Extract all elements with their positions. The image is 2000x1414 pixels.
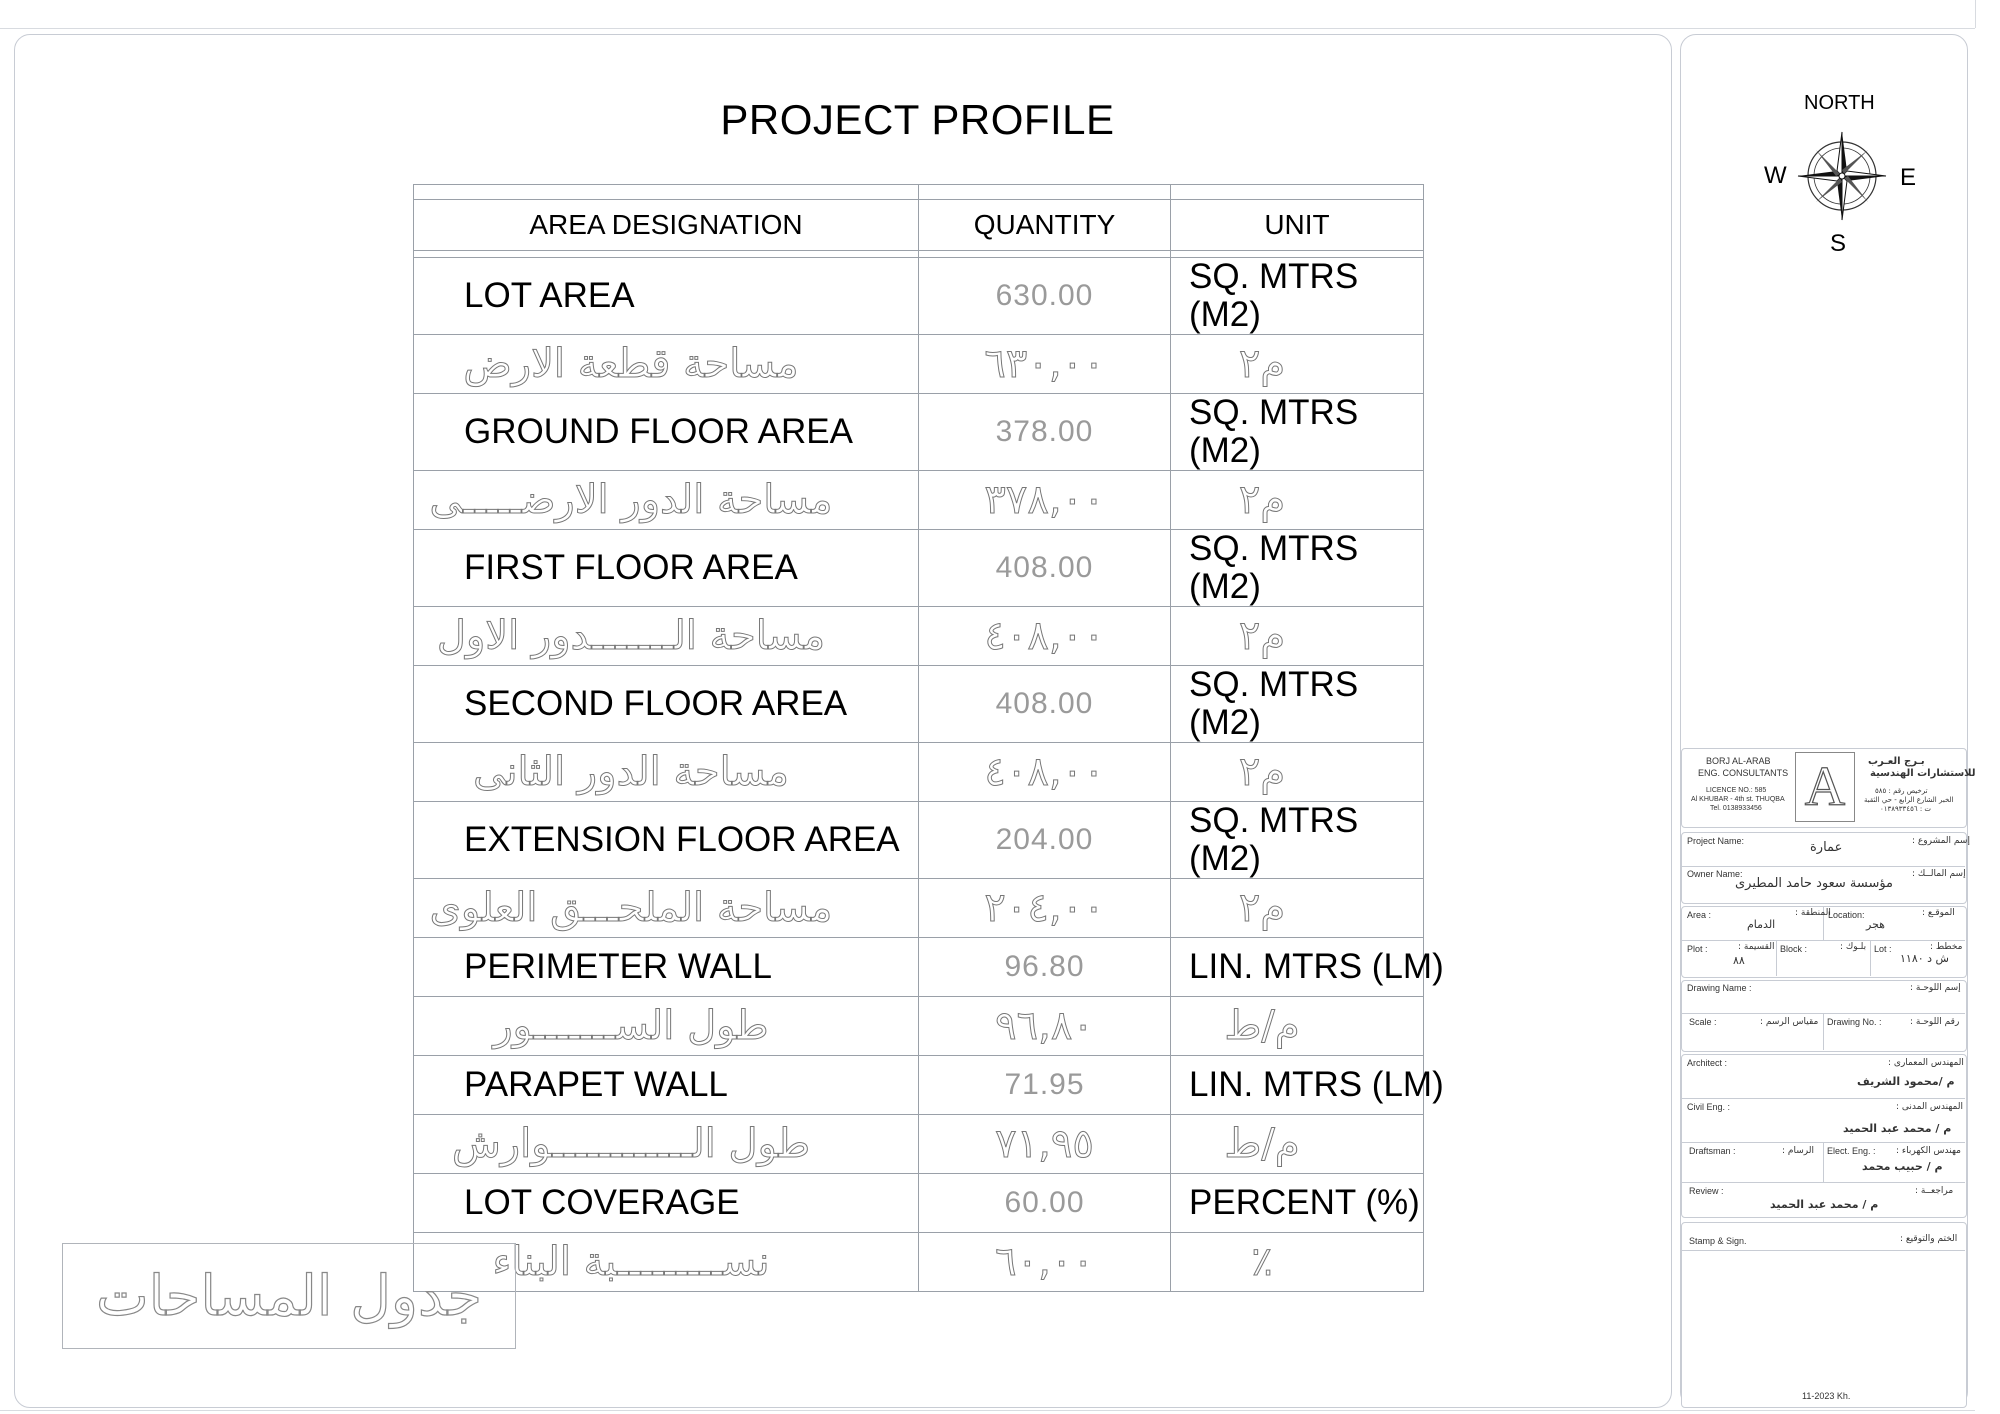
area-label-en: PARAPET WALL bbox=[414, 1056, 919, 1115]
unit-en: SQ. MTRS (M2) bbox=[1171, 666, 1424, 743]
area-label-ar: مساحة الدور الثانى bbox=[414, 743, 919, 802]
company-name-ar-2: للاستشارات الهندسية bbox=[1870, 768, 1976, 779]
compass-west-label: W bbox=[1764, 162, 1787, 189]
area-label-en: FIRST FLOOR AREA bbox=[414, 530, 919, 607]
table-row bbox=[414, 879, 1424, 938]
quantity-value: 408.00 bbox=[919, 666, 1171, 743]
quantity-value: 71.95 bbox=[919, 1056, 1171, 1115]
review-label: Review : bbox=[1689, 1186, 1724, 1196]
unit-en: SQ. MTRS (M2) bbox=[1171, 802, 1424, 879]
plot-value: ٨٨ bbox=[1733, 954, 1745, 967]
table-row bbox=[414, 666, 1424, 743]
table-row bbox=[414, 471, 1424, 530]
elect-label-ar: مهندس الكهرباء : bbox=[1896, 1146, 1961, 1156]
owner-name-label-ar: إسم المالــك : bbox=[1912, 869, 1966, 879]
table-row bbox=[414, 938, 1424, 997]
unit-en: SQ. MTRS (M2) bbox=[1171, 530, 1424, 607]
unit-ar: م٢ bbox=[1171, 471, 1424, 530]
table-row bbox=[414, 1174, 1424, 1233]
quantity-value-ar: ٤٠٨,٠٠ bbox=[919, 607, 1171, 666]
area-label-ar: طول الســـــــور bbox=[414, 997, 919, 1056]
logo-letter: A bbox=[1804, 756, 1846, 818]
area-value: الدمام bbox=[1747, 918, 1776, 931]
draftsman-label-ar: الرسام : bbox=[1782, 1146, 1814, 1156]
location-label-ar: الموقـع : bbox=[1922, 908, 1955, 918]
company-name-en-2: ENG. CONSULTANTS bbox=[1698, 768, 1789, 778]
architect-label-ar: المهندس المعمارى : bbox=[1888, 1058, 1964, 1068]
unit-ar: م/ط bbox=[1171, 1115, 1424, 1174]
area-label-en: EXTENSION FLOOR AREA bbox=[414, 802, 919, 879]
address-en: Al KHUBAR - 4th st. THUQBA bbox=[1691, 796, 1785, 803]
unit-ar: ٪ bbox=[1171, 1233, 1424, 1292]
tel-ar: ت : ٠١٣٨٩٣٣٤٥٦ bbox=[1880, 805, 1932, 813]
owner-name-label: Owner Name: bbox=[1687, 869, 1743, 879]
quantity-value: 630.00 bbox=[919, 258, 1171, 335]
project-name-value: عمارة bbox=[1810, 840, 1843, 855]
block-label-ar: بلـوك : bbox=[1840, 942, 1867, 952]
areas-table-caption bbox=[62, 1243, 516, 1349]
table-header bbox=[414, 200, 1424, 251]
quantity-value: 60.00 bbox=[919, 1174, 1171, 1233]
architect-value: م /محمود الشريف bbox=[1857, 1075, 1955, 1088]
area-label-ar: مساحة الملحـــق العلوى bbox=[414, 879, 919, 938]
table-row bbox=[414, 335, 1424, 394]
drawing-name-label-ar: إسم اللوحـة : bbox=[1910, 983, 1961, 993]
unit-ar: م٢ bbox=[1171, 335, 1424, 394]
civil-value: م / محمد عبد الحميد bbox=[1843, 1122, 1952, 1135]
unit-en: LIN. MTRS (LM) bbox=[1171, 1056, 1424, 1115]
area-label-en: SECOND FLOOR AREA bbox=[414, 666, 919, 743]
civil-label: Civil Eng. : bbox=[1687, 1102, 1731, 1112]
company-logo bbox=[1795, 752, 1855, 822]
compass-south-label: S bbox=[1830, 230, 1847, 257]
table-row bbox=[414, 394, 1424, 471]
elect-label: Elect. Eng. : bbox=[1827, 1146, 1876, 1156]
header-area-designation: AREA DESIGNATION bbox=[414, 200, 919, 251]
unit-en: LIN. MTRS (LM) bbox=[1171, 938, 1424, 997]
lot-label: Lot : bbox=[1874, 944, 1892, 954]
unit-en: SQ. MTRS (M2) bbox=[1171, 394, 1424, 471]
project-name-label: Project Name: bbox=[1687, 836, 1745, 846]
lot-label-ar: مخطط : bbox=[1930, 942, 1963, 952]
quantity-value: 408.00 bbox=[919, 530, 1171, 607]
area-label-ar: نســـــــــبة البناء bbox=[414, 1233, 919, 1292]
location-label: Location: bbox=[1828, 910, 1865, 920]
unit-ar: م٢ bbox=[1171, 879, 1424, 938]
compass-east-label: E bbox=[1900, 164, 1917, 191]
area-label-ar: طول الــــــــــــوارش bbox=[414, 1115, 919, 1174]
scale-label: Scale : bbox=[1689, 1017, 1717, 1027]
quantity-value: 204.00 bbox=[919, 802, 1171, 879]
header-quantity: QUANTITY bbox=[919, 200, 1171, 251]
header-unit: UNIT bbox=[1171, 200, 1424, 251]
scale-label-ar: مقياس الرسم : bbox=[1760, 1017, 1819, 1027]
stamp-label-ar: الختم والتوقيع : bbox=[1900, 1234, 1958, 1244]
caption-text: جدول المساحات bbox=[96, 1263, 482, 1329]
area-label-en: PERIMETER WALL bbox=[414, 938, 919, 997]
table-row bbox=[414, 258, 1424, 335]
table-row bbox=[414, 1056, 1424, 1115]
area-label-en: GROUND FLOOR AREA bbox=[414, 394, 919, 471]
company-name-en-1: BORJ AL-ARAB bbox=[1706, 756, 1771, 766]
compass-north-label: NORTH bbox=[1804, 92, 1875, 114]
architect-label: Architect : bbox=[1687, 1058, 1728, 1068]
elect-value: م / حبيب محمد bbox=[1862, 1160, 1943, 1173]
area-label-ar: مساحة الدور الارضـــــى bbox=[414, 471, 919, 530]
company-name-ar-1: بـرج العـرب bbox=[1868, 756, 1925, 767]
area-label-ar: مساحة قطعة الارض bbox=[414, 335, 919, 394]
table-row bbox=[414, 997, 1424, 1056]
stamp-label: Stamp & Sign. bbox=[1689, 1236, 1747, 1246]
lot-value: ش د ١١٨٠ bbox=[1900, 952, 1949, 965]
table-row bbox=[414, 530, 1424, 607]
area-label-ar: مساحة الـــــــدور الاول bbox=[414, 607, 919, 666]
review-label-ar: مراجعــة : bbox=[1915, 1186, 1954, 1196]
quantity-value-ar: ٢٠٤,٠٠ bbox=[919, 879, 1171, 938]
review-value: م / محمد عبد الحميد bbox=[1770, 1198, 1879, 1211]
unit-ar: م/ط bbox=[1171, 997, 1424, 1056]
drawing-date: 11-2023 Kh. bbox=[1802, 1391, 1851, 1401]
unit-ar: م٢ bbox=[1171, 743, 1424, 802]
quantity-value-ar: ٦٠,٠٠ bbox=[919, 1233, 1171, 1292]
quantity-value-ar: ٤٠٨,٠٠ bbox=[919, 743, 1171, 802]
draftsman-label: Draftsman : bbox=[1689, 1146, 1736, 1156]
unit-ar: م٢ bbox=[1171, 607, 1424, 666]
block-label: Block : bbox=[1780, 944, 1808, 954]
licence-ar: ترخيص رقم : ٥٨٥ bbox=[1875, 787, 1928, 795]
location-value: هجر bbox=[1866, 918, 1885, 931]
north-compass bbox=[1760, 92, 1920, 262]
quantity-value: 96.80 bbox=[919, 938, 1171, 997]
address-ar: الخبر الشارع الرابع - حي الثقبة bbox=[1864, 796, 1954, 804]
quantity-value-ar: ٦٣٠,٠٠ bbox=[919, 335, 1171, 394]
quantity-value-ar: ٩٦,٨٠ bbox=[919, 997, 1171, 1056]
plot-label-ar: القسيمة : bbox=[1738, 942, 1775, 952]
project-name-label-ar: إسم المشروع : bbox=[1912, 836, 1970, 846]
sheet-top-border bbox=[0, 28, 1975, 29]
table-row bbox=[414, 743, 1424, 802]
drawing-no-label-ar: رقم اللوحـة : bbox=[1910, 1017, 1960, 1027]
drawing-name-label: Drawing Name : bbox=[1687, 983, 1752, 993]
area-label-ar: المنطقة : bbox=[1795, 908, 1831, 918]
table-row bbox=[414, 802, 1424, 879]
drawing-no-label: Drawing No. : bbox=[1827, 1017, 1882, 1027]
unit-en: SQ. MTRS (M2) bbox=[1171, 258, 1424, 335]
table-row bbox=[414, 1115, 1424, 1174]
quantity-value-ar: ٧١,٩٥ bbox=[919, 1115, 1171, 1174]
area-label-en: LOT AREA bbox=[414, 258, 919, 335]
sheet-bottom-border bbox=[0, 1410, 1975, 1411]
compass-rose-icon bbox=[1796, 130, 1888, 222]
project-profile-table bbox=[413, 184, 1444, 1292]
quantity-value: 378.00 bbox=[919, 394, 1171, 471]
area-label-en: LOT COVERAGE bbox=[414, 1174, 919, 1233]
table-row bbox=[414, 1233, 1424, 1292]
tel-en: Tel. 0138933456 bbox=[1710, 805, 1762, 812]
owner-name-value: مؤسسة سعود حامد المطيرى bbox=[1735, 876, 1894, 891]
page-title: PROJECT PROFILE bbox=[720, 96, 1115, 143]
civil-label-ar: المهندس المدنى : bbox=[1896, 1102, 1963, 1112]
licence-en: LICENCE NO.: 585 bbox=[1706, 787, 1767, 794]
table-row bbox=[414, 607, 1424, 666]
plot-label: Plot : bbox=[1687, 944, 1708, 954]
quantity-value-ar: ٣٧٨,٠٠ bbox=[919, 471, 1171, 530]
unit-en: PERCENT (%) bbox=[1171, 1174, 1424, 1233]
area-label: Area : bbox=[1687, 910, 1712, 920]
sheet-right-border bbox=[1975, 0, 1976, 28]
